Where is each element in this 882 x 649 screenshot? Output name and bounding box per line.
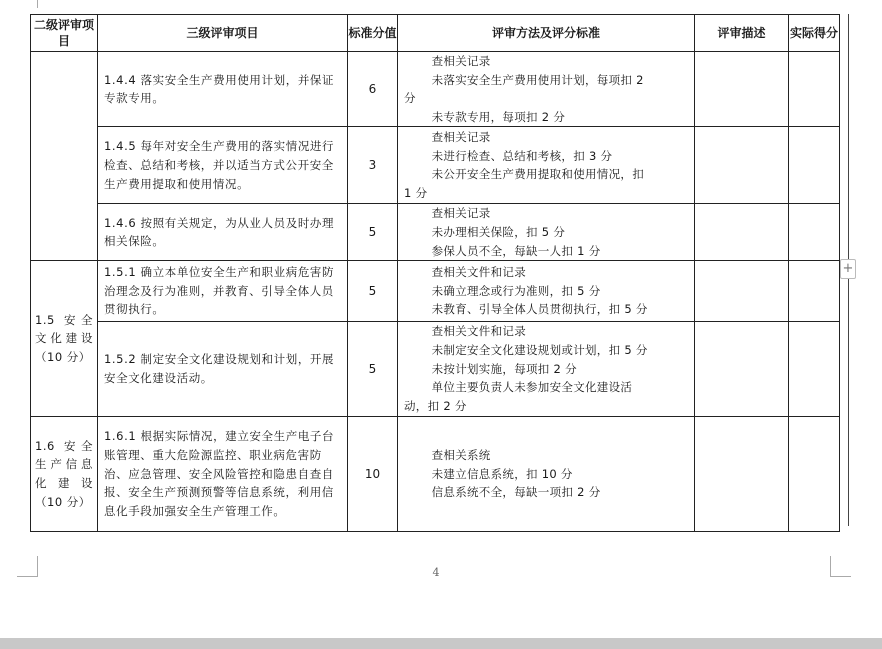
method-line: 未制定安全文化建设规划或计划，扣 5 分: [431, 343, 648, 358]
score-cell: 10: [348, 416, 398, 531]
method-cell: [398, 204, 695, 261]
method-line: 未公开安全生产费用提取和使用情况，扣: [431, 167, 644, 182]
method-line: 查相关记录: [431, 54, 491, 68]
header-level3: 三级评审项目: [98, 15, 348, 52]
score-cell: 6: [348, 52, 398, 127]
page-corner-mark-bottom-right: [830, 556, 851, 577]
table-header-row: [31, 15, 840, 52]
header-score: 标准分值: [348, 15, 398, 52]
score-cell: 5: [348, 321, 398, 416]
method-line: 查相关记录: [431, 130, 491, 145]
method-line: 未专款专用，每项扣 2 分: [431, 109, 566, 124]
level2-cell-1-4: [31, 52, 98, 261]
score-cell: 5: [348, 261, 398, 322]
description-cell[interactable]: [695, 52, 789, 127]
method-line: 查相关文件和记录: [431, 324, 526, 339]
method-cell: [398, 261, 695, 322]
description-cell[interactable]: [695, 321, 789, 416]
method-line: 未按计划实施，每项扣 2 分: [431, 361, 577, 376]
method-cell: [398, 321, 695, 416]
level3-item: 1.4.4 落实安全生产费用使用计划，并保证专款专用。: [98, 52, 348, 127]
level3-item: 1.4.6 按照有关规定，为从业人员及时办理相关保险。: [98, 204, 348, 261]
table-row: [31, 52, 840, 127]
method-line: 分: [404, 91, 416, 106]
method-line: 未教育、引导全体人员贯彻执行，扣 5 分: [431, 302, 648, 317]
level3-item: 1.6.1 根据实际情况，建立安全生产电子台账管理、重大危险源监控、职业病危害防治、应急管理、安全风险管控和隐患自查自报、安全生产预测预警等信息系统，利用信息化手段加强安全生产管理工作。: [98, 416, 348, 531]
header-description: 评审描述: [695, 15, 789, 52]
method-line: 信息系统不全，每缺一项扣 2 分: [431, 485, 601, 500]
table-row: [31, 127, 840, 204]
method-line: 动，扣 2 分: [404, 398, 467, 413]
header-method: 评审方法及评分标准: [398, 15, 695, 52]
level2-cell-1-5: 1.5 安全文化建设（10 分）: [31, 261, 98, 417]
page-number: 4: [432, 566, 440, 579]
table-row: [31, 204, 840, 261]
method-line: 未确立理念或行为准则，扣 5 分: [431, 283, 601, 298]
method-line: 未建立信息系统，扣 10 分: [431, 466, 573, 481]
table-row: [31, 416, 840, 531]
actual-score-cell[interactable]: [789, 261, 840, 322]
actual-score-cell[interactable]: [789, 127, 840, 204]
method-cell: [398, 52, 695, 127]
table-row: [31, 261, 840, 322]
method-line: 参保人员不全，每缺一人扣 1 分: [431, 243, 601, 258]
evaluation-table: [30, 14, 840, 532]
header-actual: 实际得分: [789, 15, 840, 52]
level2-cell-1-6: 1.6 安全生产信息化建设（10 分）: [31, 416, 98, 531]
method-line: 未进行检查、总结和考核，扣 3 分: [431, 148, 613, 163]
method-line: 未落实安全生产费用使用计划，每项扣 2: [431, 72, 644, 87]
method-line: 单位主要负责人未参加安全文化建设活: [431, 380, 633, 395]
description-cell[interactable]: [695, 261, 789, 322]
page-corner-mark-top-left: [17, 0, 38, 8]
method-line: 查相关文件和记录: [431, 265, 526, 280]
score-cell: 5: [348, 204, 398, 261]
method-line: 查相关系统: [431, 448, 491, 463]
description-cell[interactable]: [695, 204, 789, 261]
table-row: [31, 321, 840, 416]
page-corner-mark-bottom-left: [17, 556, 38, 577]
actual-score-cell[interactable]: [789, 416, 840, 531]
method-cell: [398, 127, 695, 204]
header-level2: 二级评审项目: [31, 15, 98, 52]
method-cell: [398, 416, 695, 531]
description-cell[interactable]: [695, 127, 789, 204]
level3-item: 1.5.1 确立本单位安全生产和职业病危害防治理念及行为准则，并教育、引导全体人员贯彻执行。: [98, 261, 348, 322]
level3-item: 1.4.5 每年对安全生产费用的落实情况进行检查、总结和考核，并以适当方式公开安全生产费用提取和使用情况。: [98, 127, 348, 204]
score-cell: 3: [348, 127, 398, 204]
actual-score-cell[interactable]: [789, 52, 840, 127]
method-line: 查相关记录: [431, 206, 491, 221]
actual-score-cell[interactable]: [789, 204, 840, 261]
add-column-icon[interactable]: +: [840, 259, 856, 279]
actual-score-cell[interactable]: [789, 321, 840, 416]
method-line: 1 分: [404, 185, 428, 200]
description-cell[interactable]: [695, 416, 789, 531]
level3-item: 1.5.2 制定安全文化建设规划和计划，开展安全文化建设活动。: [98, 321, 348, 416]
method-line: 未办理相关保险，扣 5 分: [431, 224, 566, 239]
page-gap-bar: [0, 638, 882, 649]
